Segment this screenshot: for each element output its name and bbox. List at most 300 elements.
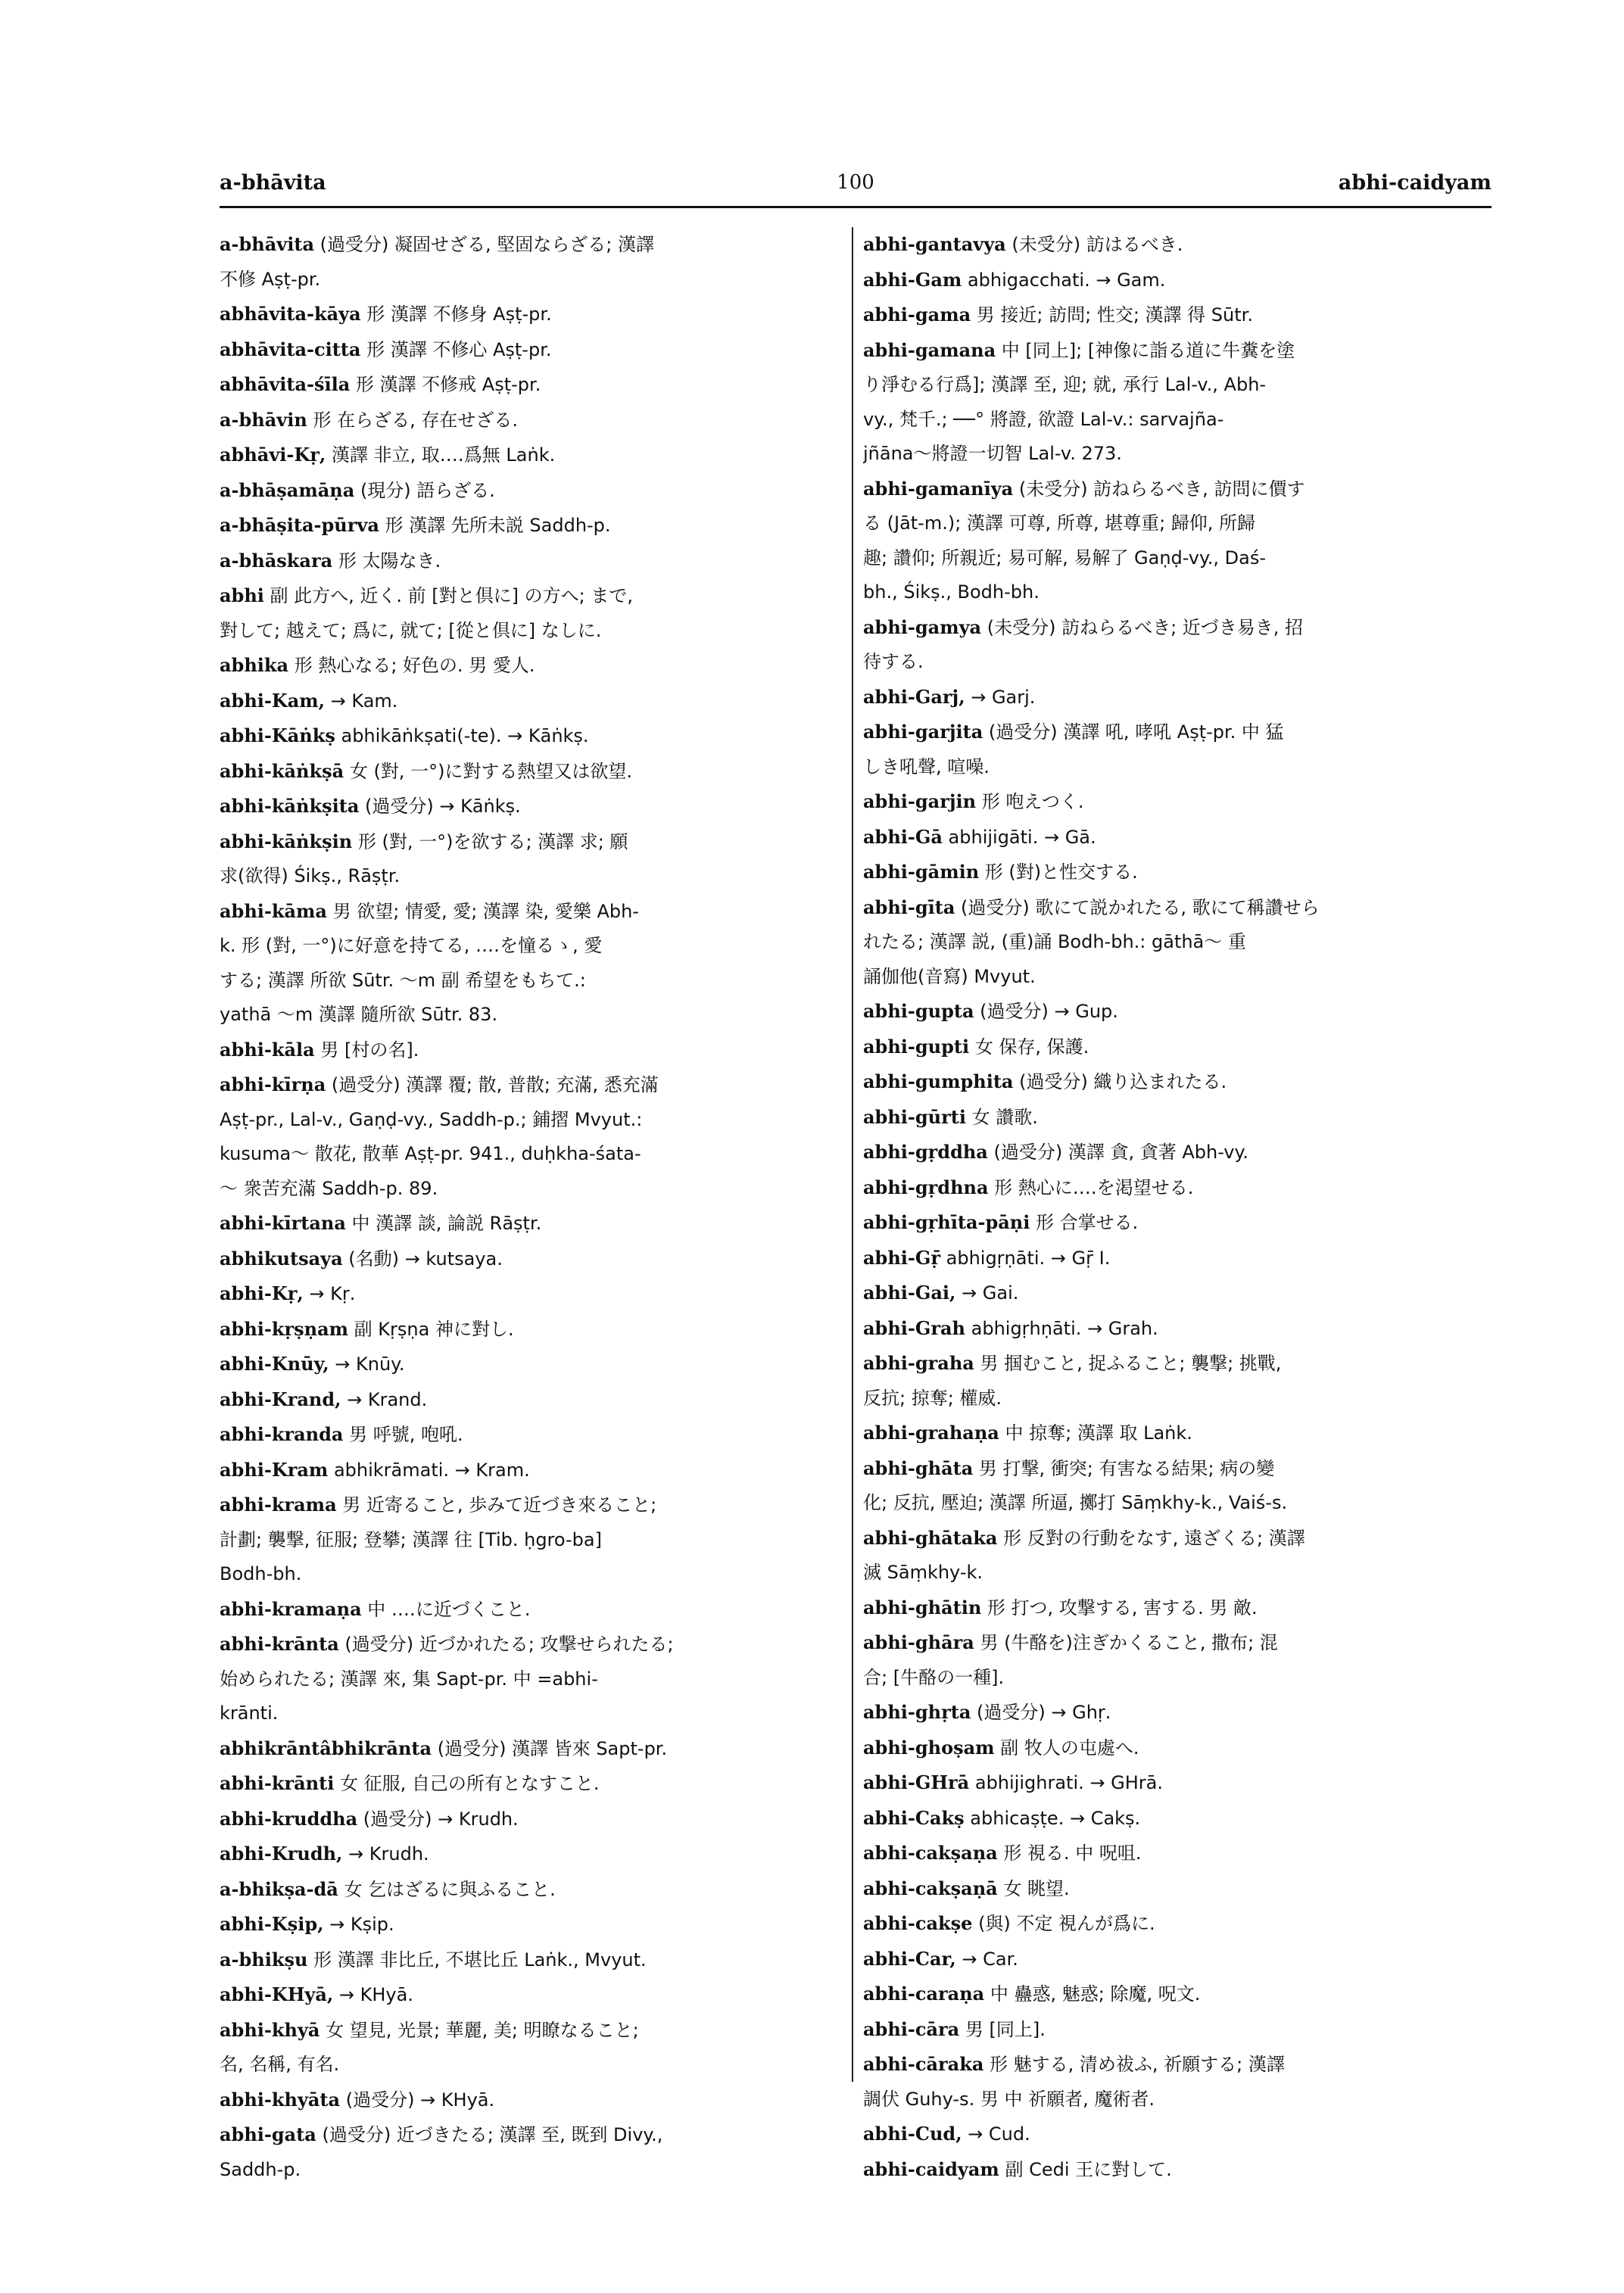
dictionary-entry [220, 473, 840, 509]
dictionary-entry [863, 1030, 1484, 1065]
entry-headword: abhi-gāmin [863, 861, 980, 883]
entry-definition: abhicaṣṭe. → Cakṣ. [964, 1807, 1141, 1829]
entry-definition: 中 ‥‥に近づくこと. [361, 1598, 531, 1620]
entry-line [863, 575, 1484, 610]
entry-definition: 男 [同上]. [959, 2018, 1046, 2040]
entry-line [863, 263, 1484, 298]
entry-line [220, 1453, 840, 1488]
entry-definition: (過受分) 漢譯 覆; 散, 普散; 充滿, 悉充滿 [326, 1074, 659, 1095]
entry-headword: abhāvita-śīla [220, 373, 351, 395]
entry-line [863, 1416, 1484, 1451]
entry-line [220, 473, 840, 509]
dictionary-entry [220, 894, 840, 1033]
entry-line [863, 1801, 1484, 1837]
entry-line [863, 1942, 1484, 1977]
entry-line [220, 1172, 840, 1207]
dictionary-entry [863, 1801, 1484, 1837]
running-head-left: a-bhāvita [220, 171, 326, 195]
entry-line [220, 859, 840, 894]
dictionary-entry [863, 1100, 1484, 1136]
dictionary-entry [863, 263, 1484, 298]
entry-headword: abhi [220, 584, 264, 606]
entry-line [863, 2083, 1484, 2117]
dictionary-entry [220, 824, 840, 894]
entry-headword: abhi-cāraka [863, 2053, 984, 2075]
dictionary-entry [220, 648, 840, 684]
entry-line [220, 1766, 840, 1802]
entry-headword: abhi-GHrā [863, 1771, 970, 1793]
entry-headword: abhi-Krudh, [220, 1843, 343, 1865]
entry-line [863, 2117, 1484, 2152]
entry-headword: abhi-Garj, [863, 685, 965, 708]
entry-headword: abhi-gṛddha [863, 1141, 988, 1163]
running-head-right: abhi-caidyam [1338, 171, 1492, 195]
entry-definition: る (Jāt-m.); 漢譯 可尊, 所尊, 堪尊重; 歸仰, 所歸 [863, 512, 1256, 534]
entry-headword: abhikutsaya [220, 1247, 343, 1270]
entry-line [863, 1170, 1484, 1206]
entry-line [863, 1135, 1484, 1170]
entry-line [863, 1521, 1484, 1556]
entry-line [863, 1695, 1484, 1731]
entry-definition: → Kam. [325, 690, 398, 712]
entry-line [220, 1312, 840, 1347]
entry-line [220, 1242, 840, 1277]
dictionary-entry [220, 332, 840, 368]
entry-line [220, 1523, 840, 1558]
dictionary-entry [220, 1276, 840, 1312]
entry-line [220, 227, 840, 263]
entry-line [863, 1311, 1484, 1347]
entry-definition: 中 掠奪; 漢譯 取 Laṅk. [999, 1422, 1192, 1444]
entry-definition: 女 眺望. [997, 1877, 1070, 1899]
entry-definition: (名動) → kutsaya. [342, 1248, 503, 1270]
entry-headword: a-bhikṣu [220, 1948, 308, 1971]
right-column [863, 227, 1484, 2187]
entry-definition: (過受分) 近づきたる; 漢譯 至, 既到 Divy., [316, 2124, 663, 2145]
entry-line [220, 2153, 840, 2188]
entry-line [220, 1382, 840, 1418]
entry-definition: 副 Kṛṣṇa 神に對し. [348, 1318, 514, 1340]
dictionary-entry [220, 1033, 840, 1068]
entry-definition: 形 漢譯 不修心 Aṣṭ-pr. [360, 338, 552, 360]
entry-definition: → Knūy. [329, 1354, 405, 1375]
entry-headword: abhi-gṛhīta-pāṇi [863, 1211, 1030, 1233]
dictionary-entry [220, 789, 840, 824]
dictionary-entry [863, 1205, 1484, 1241]
entry-line [220, 718, 840, 754]
entry-headword: abhi-gupti [863, 1035, 970, 1058]
entry-line [220, 1206, 840, 1242]
entry-headword: abhi-krama [220, 1494, 337, 1516]
entry-definition: (與) 不定 視んが爲に. [972, 1913, 1155, 1934]
entry-definition: → Krudh. [342, 1843, 429, 1865]
dictionary-entry [863, 1521, 1484, 1590]
entry-line [220, 1417, 840, 1453]
entry-definition: jñāna～將證一切智 Lal-v. 273. [863, 443, 1122, 464]
dictionary-entry [863, 1590, 1484, 1626]
dictionary-entry [863, 1241, 1484, 1276]
entry-line [863, 1205, 1484, 1241]
entry-headword: abhi-Gai, [863, 1282, 956, 1304]
entry-headword: abhi-cakṣaṇā [863, 1877, 998, 1899]
entry-definition: ～ 衆苦充滿 Saddh-p. 89. [220, 1177, 438, 1199]
dictionary-entry [863, 1942, 1484, 1977]
entry-headword: abhi-gamanīya [863, 477, 1014, 500]
entry-line [220, 1662, 840, 1697]
dictionary-entry [863, 2117, 1484, 2152]
entry-definition: 男 呼號, 咆吼. [343, 1424, 463, 1445]
entry-headword: abhi-Cakṣ [863, 1806, 965, 1829]
entry-definition: (過受分) 漢譯 皆來 Sapt-pr. [432, 1737, 668, 1759]
entry-line [220, 2117, 840, 2153]
entry-definition: 形 漢譯 不修戒 Aṣṭ-pr. [350, 374, 541, 395]
entry-line [220, 648, 840, 684]
dictionary-entry [863, 994, 1484, 1030]
entry-line [863, 2012, 1484, 2048]
entry-headword: a-bhāvita [220, 233, 314, 255]
entry-headword: abhi-kīrtana [220, 1212, 346, 1234]
entry-definition: 化; 反抗, 壓迫; 漢譯 所逼, 擲打 Sāṃkhy-k., Vaiś-s. [863, 1492, 1288, 1513]
dictionary-entry [220, 578, 840, 648]
dictionary-entry [863, 784, 1484, 820]
entry-headword: abhi-Kram [220, 1458, 329, 1481]
entry-definition: Bodh-bh. [220, 1563, 302, 1584]
entry-definition: 形 漢譯 非比丘, 不堪比丘 Laṅk., Mvyut. [307, 1949, 647, 1971]
dictionary-entry [863, 1064, 1484, 1100]
entry-definition: 形 視る. 中 呪咀. [997, 1843, 1142, 1864]
entry-headword: a-bhāṣamāṇa [220, 478, 355, 501]
entry-line [220, 297, 840, 332]
entry-definition: krānti. [220, 1703, 279, 1724]
entry-line [863, 645, 1484, 680]
entry-headword: abhi-caraṇa [863, 1983, 985, 2005]
entry-line [863, 1556, 1484, 1590]
dictionary-entry [220, 1802, 840, 1837]
entry-line [220, 2013, 840, 2048]
entry-line [863, 506, 1484, 541]
entry-definition: → Car. [955, 1948, 1018, 1970]
dictionary-entry [863, 227, 1484, 263]
entry-line [863, 1731, 1484, 1766]
entry-line [863, 1346, 1484, 1382]
entry-definition: (過受分) 近づかれたる; 攻撃せられたる; [338, 1634, 674, 1655]
entry-definition: 不修 Aṣṭ-pr. [220, 268, 321, 290]
entry-definition: Saddh-p. [220, 2158, 301, 2180]
entry-line [220, 824, 840, 860]
entry-line [220, 263, 840, 298]
dictionary-entry [863, 1765, 1484, 1801]
dictionary-entry [863, 1731, 1484, 1766]
entry-headword: abhi-gamana [863, 338, 996, 361]
entry-definition: abhikāṅkṣati(-te). → Kāṅkṣ. [335, 725, 589, 746]
entry-headword: abhi-Grah [863, 1316, 965, 1339]
entry-definition: (過受分) 漢譯 吼, 哮吼 Aṣṭ-pr. 中 猛 [983, 721, 1284, 743]
entry-definition: 女 征服, 自己の所有となすこと. [334, 1773, 600, 1794]
entry-definition: 計劃; 襲撃, 征服; 登攀; 漢譯 往 [Tib. ḥgro-ba] [220, 1528, 602, 1550]
entry-definition: 男 (牛酪を)注ぎかくること, 撒布; 混 [974, 1632, 1278, 1653]
entry-line [220, 1802, 840, 1837]
entry-definition: 形 魅する, 清め祓ふ, 祈願する; 漢譯 [983, 2054, 1285, 2075]
entry-line [863, 715, 1484, 750]
dictionary-entry [220, 1417, 840, 1453]
entry-line [220, 1276, 840, 1312]
entry-headword: a-bhāskara [220, 549, 333, 572]
entry-definition: 男 掴むこと, 捉ふること; 襲撃; 挑戰, [974, 1353, 1282, 1374]
entry-headword: abhi-ghṛta [863, 1701, 971, 1723]
entry-line [220, 332, 840, 368]
entry-line [863, 925, 1484, 960]
entry-headword: abhi-kramaṇa [220, 1597, 362, 1620]
entry-line [863, 680, 1484, 715]
entry-line [220, 367, 840, 403]
entry-line [220, 2048, 840, 2083]
entry-line [220, 1557, 840, 1592]
dictionary-entry [863, 610, 1484, 680]
entry-line [863, 1977, 1484, 2012]
entry-definition: 女 讚歌. [965, 1106, 1038, 1128]
entry-definition: 調伏 Guhy-s. 男 中 祈願者, 魔術者. [863, 2088, 1155, 2110]
dictionary-entry [863, 890, 1484, 995]
entry-line [220, 1731, 840, 1767]
dictionary-entry [220, 544, 840, 579]
entry-headword: abhi-caidyam [863, 2157, 999, 2180]
dictionary-entry [863, 680, 1484, 715]
entry-line [220, 1872, 840, 1908]
entry-line [220, 438, 840, 473]
entry-headword: abhi-Kam, [220, 689, 326, 712]
entry-definition: 反抗; 掠奪; 權威. [863, 1387, 1002, 1409]
entry-definition: → KHyā. [333, 1984, 413, 2005]
entry-definition: (現分) 語らざる. [354, 479, 495, 501]
entry-line [220, 789, 840, 824]
entry-definition: 男 欲望; 情愛, 愛; 漢譯 染, 愛樂 Abh- [326, 900, 639, 922]
entry-headword: abhi-krānta [220, 1633, 339, 1655]
entry-definition: 中 漢譯 談, 論説 Rāṣṭr. [345, 1213, 542, 1234]
entry-line [863, 1486, 1484, 1521]
entry-definition: Aṣṭ-pr., Lal-v., Gaṇḍ-vy., Saddh-p.; 鋪摺 Mvyut.: [220, 1108, 643, 1130]
entry-definition: 待する. [863, 651, 924, 672]
entry-definition: vy., 梵千.; ──° 將證, 欲證 Lal-v.: sarvajña- [863, 408, 1224, 430]
entry-definition: 副 牧人の屯處へ. [994, 1737, 1139, 1759]
entry-line [863, 1590, 1484, 1626]
entry-definition: 形 咆えつく. [976, 791, 1084, 812]
dictionary-entry [220, 718, 840, 754]
entry-headword: abhi-Cud, [863, 2123, 962, 2145]
entry-definition: → Gai. [955, 1282, 1019, 1304]
dictionary-entry [863, 1135, 1484, 1170]
entry-headword: abhi-ghātaka [863, 1526, 998, 1549]
dictionary-entry [220, 438, 840, 473]
entry-definition: 女 望見, 光景; 華麗, 美; 明瞭なること; [320, 2019, 639, 2041]
entry-headword: abhi-kāla [220, 1038, 315, 1061]
entry-headword: abhi-Gā [863, 825, 943, 848]
entry-line [220, 964, 840, 999]
entry-definition: 漢譯 非立, 取‥‥爲無 Laṅk. [326, 444, 556, 466]
entry-headword: abhika [220, 654, 289, 676]
entry-headword: abhi-cāra [863, 2017, 960, 2040]
dictionary-entry [863, 1836, 1484, 1871]
entry-definition: (過受分) → Kāṅkṣ. [359, 796, 521, 817]
entry-line [863, 437, 1484, 472]
entry-headword: abhi-gūrti [863, 1105, 966, 1128]
entry-definition: 女 保存, 保護. [969, 1036, 1089, 1058]
entry-line [863, 1451, 1484, 1487]
dictionary-entry [220, 367, 840, 403]
entry-headword: abhi-Krand, [220, 1388, 341, 1410]
entry-line [220, 1347, 840, 1382]
entry-definition: yathā ～m 漢譯 隨所欲 Sūtr. 83. [220, 1004, 498, 1025]
dictionary-entry [220, 1592, 840, 1628]
entry-definition: (過受分) → Krudh. [357, 1808, 519, 1830]
page-header [220, 171, 1492, 201]
entry-line [220, 998, 840, 1033]
entry-definition: kusuma～ 散花, 散華 Aṣṭ-pr. 941., duḥkha-śata- [220, 1143, 641, 1164]
entry-line [863, 403, 1484, 438]
entry-headword: abhi-Gṝ [863, 1246, 940, 1269]
entry-headword: abhi-kāma [220, 899, 327, 922]
entry-line [220, 754, 840, 790]
dictionary-entry [863, 715, 1484, 784]
dictionary-entry [220, 1977, 840, 2013]
left-column [220, 227, 840, 2187]
entry-headword: abhi-khyā [220, 2018, 320, 2041]
entry-headword: abhi-kranda [220, 1423, 344, 1445]
column-divider [852, 227, 853, 2082]
entry-headword: abhi-cakṣe [863, 1912, 973, 1934]
entry-headword: abhi-krānti [220, 1772, 335, 1794]
entry-line [220, 1627, 840, 1662]
entry-definition: 趣; 讚仰; 所親近; 易可解, 易解了 Gaṇḍ-vy., Daś- [863, 547, 1267, 569]
entry-line [220, 1907, 840, 1943]
dictionary-entry [863, 1276, 1484, 1311]
entry-definition: 形 漢譯 不修身 Aṣṭ-pr. [360, 304, 552, 325]
entry-headword: abhi-KHyā, [220, 1983, 334, 2005]
dictionary-entry [863, 1170, 1484, 1206]
dictionary-entry [863, 298, 1484, 333]
dictionary-entry [220, 1731, 840, 1767]
dictionary-entry [220, 1067, 840, 1206]
dictionary-entry [863, 1311, 1484, 1347]
entry-line [220, 1067, 840, 1103]
entry-line [220, 1033, 840, 1068]
entry-definition: 形 在らざる, 存在せざる. [307, 409, 518, 431]
dictionary-entry [220, 1312, 840, 1347]
entry-line [863, 855, 1484, 890]
entry-headword: a-bhāṣita-pūrva [220, 514, 379, 536]
entry-line [220, 578, 840, 614]
dictionary-entry [220, 1837, 840, 1872]
dictionary-entry [863, 1977, 1484, 2012]
dictionary-entry [863, 1451, 1484, 1521]
entry-definition: 求(欲得) Śikṣ., Rāṣṭr. [220, 865, 401, 886]
entry-line [863, 2152, 1484, 2188]
entry-definition: 男 [村の名]. [314, 1039, 419, 1061]
entry-definition: 形 打つ, 攻撃する, 害する. 男 敵. [981, 1597, 1258, 1618]
entry-definition: 誦伽他(音寫) Mvyut. [863, 965, 1036, 987]
entry-headword: abhi-ghāta [863, 1456, 974, 1479]
entry-headword: abhi-gṛdhna [863, 1176, 989, 1198]
entry-line [220, 929, 840, 964]
entry-definition: 女 (對, 一°)に對する熱望又は欲望. [344, 760, 633, 782]
entry-line [220, 1977, 840, 2013]
entry-headword: abhi-Car, [863, 1947, 956, 1970]
dictionary-entry [220, 1382, 840, 1418]
dictionary-entry [863, 1416, 1484, 1451]
entry-definition: 中 蠱惑, 魅惑; 除魔, 呪文. [984, 1983, 1201, 2005]
entry-line [863, 784, 1484, 820]
entry-headword: abhi-gamya [863, 615, 982, 638]
entry-line [863, 1276, 1484, 1311]
entry-line [863, 1030, 1484, 1065]
entry-line [863, 1871, 1484, 1907]
dictionary-entry [220, 2083, 840, 2118]
dictionary-entry [863, 1906, 1484, 1942]
entry-line [863, 1100, 1484, 1136]
entry-line [220, 403, 840, 438]
entry-headword: abhi-Kṣip, [220, 1913, 324, 1935]
entry-headword: abhi-gantavya [863, 233, 1006, 255]
entry-headword: abhi-kāṅkṣita [220, 795, 360, 817]
entry-line [220, 1837, 840, 1872]
entry-line [220, 1103, 840, 1138]
entry-definition: 形 反對の行動をなす, 遠ざくる; 漢譯 [997, 1527, 1305, 1549]
entry-definition: 形 (對)と性交する. [979, 861, 1138, 883]
dictionary-entry [220, 297, 840, 332]
entry-definition: (未受分) 訪ねらるべき; 近づき易き, 招 [981, 616, 1304, 638]
entry-definition: 形 (對, 一°)を欲する; 漢譯 求; 願 [352, 830, 628, 852]
entry-definition: 形 熱心なる; 好色の. 男 愛人. [288, 655, 535, 676]
entry-definition: 合; [牛酪の一種]. [863, 1666, 1005, 1688]
entry-definition: 名, 名稱, 有名. [220, 2054, 340, 2075]
entry-line [863, 1906, 1484, 1942]
entry-definition: → Kṛ. [303, 1283, 356, 1304]
entry-headword: abhi-kīrṇa [220, 1073, 326, 1095]
entry-definition: k. 形 (對, 一°)に好意を持てる, ‥‥を憧るゝ, 愛 [220, 935, 603, 956]
entry-line [863, 1765, 1484, 1801]
entry-line [863, 333, 1484, 369]
entry-definition: bh., Śikṣ., Bodh-bh. [863, 581, 1040, 603]
entry-definition: (過受分) → Gup. [974, 1001, 1118, 1022]
entry-headword: abhikrāntâbhikrānta [220, 1737, 432, 1759]
entry-headword: abhi-kṛṣṇam [220, 1317, 349, 1340]
entry-definition: 男 近寄ること, 歩みて近づき來ること; [336, 1494, 657, 1516]
entry-line [863, 472, 1484, 507]
entry-line [863, 2047, 1484, 2083]
entry-headword: abhāvita-citta [220, 338, 361, 360]
entry-definition: する; 漢譯 所欲 Sūtr. ～m 副 希望をもちて.: [220, 969, 586, 991]
entry-definition: 中 [同上]; [神像に詣る道に牛糞を塗 [996, 339, 1295, 361]
entry-definition: 始められたる; 漢譯 來, 集 Sapt-pr. 中 =abhi- [220, 1668, 598, 1690]
dictionary-entry [220, 2117, 840, 2187]
entry-line [863, 227, 1484, 263]
entry-line [863, 541, 1484, 576]
entry-definition: 形 漢譯 先所未説 Saddh-p. [379, 515, 611, 536]
entry-headword: abhi-gata [220, 2123, 316, 2145]
dictionary-entry [220, 508, 840, 544]
dictionary-entry [220, 684, 840, 719]
entry-line [863, 960, 1484, 995]
entry-definition: (未受分) 訪ねらるべき, 訪問に價す [1013, 478, 1305, 500]
entry-line [863, 820, 1484, 855]
entry-headword: abhāvi-Kṛ, [220, 444, 326, 466]
dictionary-entry [863, 1346, 1484, 1416]
dictionary-entry [863, 2047, 1484, 2117]
entry-line [220, 1592, 840, 1628]
entry-line [220, 614, 840, 649]
entry-headword: abhi-kāṅkṣā [220, 759, 344, 782]
entry-line [863, 750, 1484, 785]
entry-definition: abhigacchati. → Gam. [962, 269, 1166, 291]
